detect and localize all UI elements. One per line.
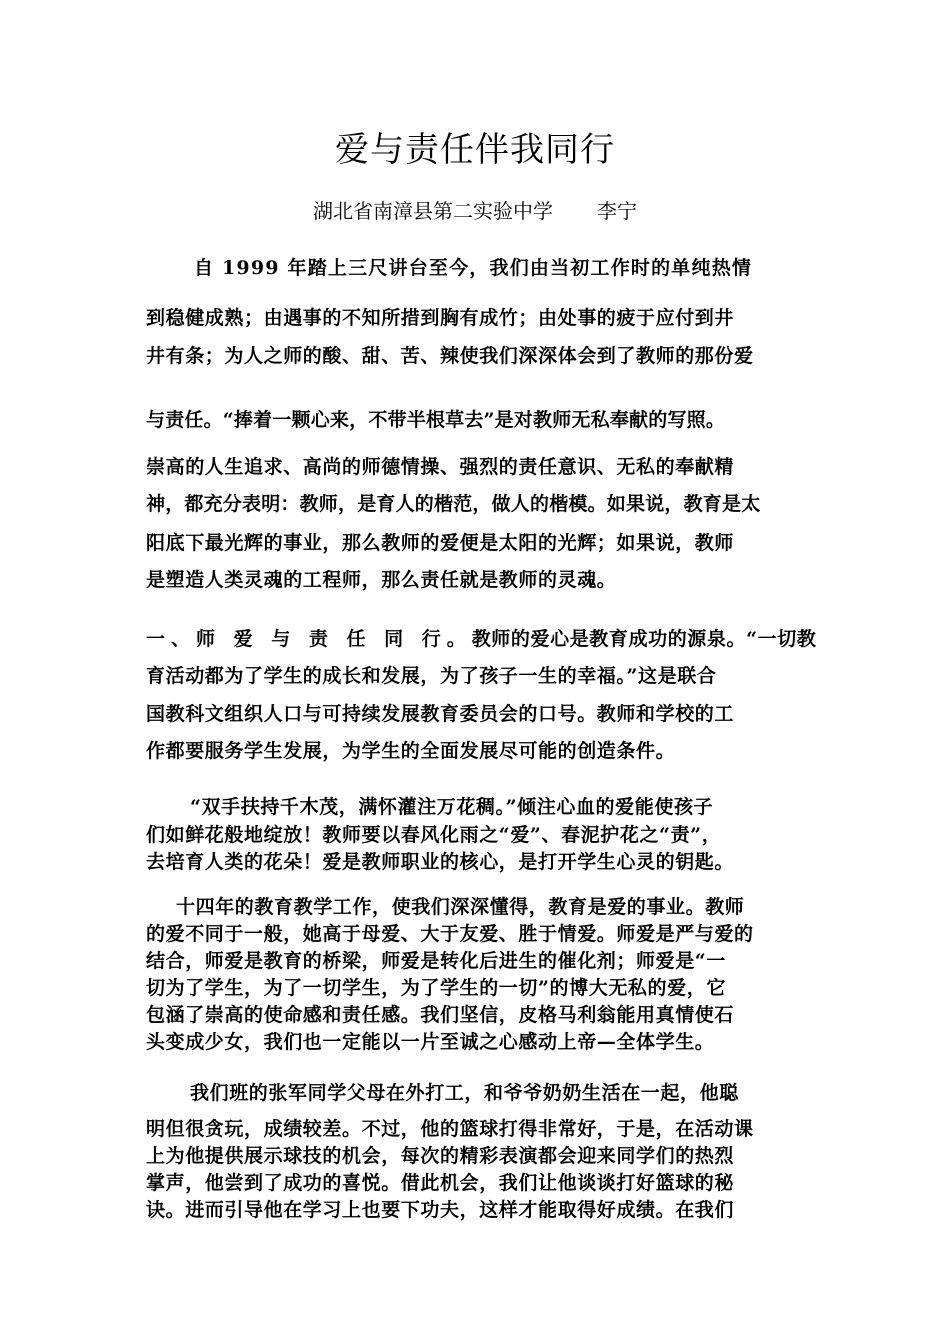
paragraph-1-line-5: 崇高的人生追求、高尚的师德情操、强烈的责任意识、无私的奉献精 bbox=[146, 456, 735, 478]
paragraph-4-line-2: 的爱不同于一般，她高于母爱、大于友爱、胜于情爱。师爱是严与爱的 bbox=[146, 923, 754, 945]
paragraph-3-line-2: 们如鲜花般地绽放！教师要以春风化雨之“爱”、春泥护花之“责”， bbox=[146, 824, 722, 846]
paragraph-1-line-4: 与责任。“捧着一颗心来，不带半根草去”是对教师无私奉献的写照。 bbox=[146, 409, 726, 431]
paragraph-2-line-4: 作都要服务学生发展，为学生的全面发展尽可能的创造条件。 bbox=[146, 740, 676, 762]
paragraph-2-line-2: 育活动都为了学生的成长和发展，为了孩子一生的幸福。”这是联合 bbox=[146, 665, 717, 687]
paragraph-1-line-3: 井有条；为人之师的酸、甜、苦、辣使我们深深体会到了教师的那份爱 bbox=[146, 345, 754, 367]
paragraph-3-line-1: “双手扶持千木茂，满怀灌注万花稠。”倾注心血的爱能使孩子 bbox=[190, 796, 714, 818]
paragraph-4-line-4: 切为了学生，为了一切学生，为了学生的一切”的博大无私的爱，它 bbox=[146, 977, 726, 999]
paragraph-5-line-1: 我们班的张军同学父母在外打工，和爷爷奶奶生活在一起，他聪 bbox=[190, 1082, 739, 1104]
paragraph-2-line-1-text: 教师的爱心是教育成功的源泉。“一切教 bbox=[471, 628, 817, 650]
paragraph-1-line-6: 神，都充分表明：教师，是育人的楷范，做人的楷模。如果说，教育是太 bbox=[146, 493, 761, 515]
author-name: 李宁 bbox=[597, 199, 637, 223]
paragraph-4-line-3: 结合，师爱是教育的桥梁，师爱是转化后进生的催化剂；师爱是“一 bbox=[146, 950, 726, 972]
paragraph-1-line-2: 到稳健成熟；由遇事的不知所措到胸有成竹；由处事的疲于应付到井 bbox=[146, 307, 735, 329]
paragraph-4-line-5: 包涵了崇高的使命感和责任感。我们坚信，皮格马利翁能用真情使石 bbox=[146, 1004, 735, 1026]
paragraph-1-line-7: 阳底下最光辉的事业，那么教师的爱便是太阳的光辉；如果说，教师 bbox=[146, 532, 735, 554]
section-heading: 一、师 爱 与 责 任 同 行。 bbox=[146, 628, 472, 650]
paragraph-3-line-3: 去培育人类的花朵！爱是教师职业的核心，是打开学生心灵的钥匙。 bbox=[146, 851, 735, 873]
paragraph-5-line-4: 掌声，他尝到了成功的喜悦。借此机会，我们让他谈谈打好篮球的秘 bbox=[146, 1172, 735, 1194]
paragraph-5-line-5: 诀。进而引导他在学习上也要下功夫，这样才能取得好成绩。在我们 bbox=[146, 1199, 735, 1221]
author-line bbox=[0, 196, 950, 226]
paragraph-2-line-3: 国教科文组织人口与可持续发展教育委员会的口号。教师和学校的工 bbox=[146, 703, 735, 725]
paragraph-1-line-8: 是塑造人类灵魂的工程师，那么责任就是教师的灵魂。 bbox=[146, 569, 617, 591]
paragraph-5-line-2: 明但很贪玩，成绩较差。不过，他的篮球打得非常好，于是，在活动课 bbox=[146, 1118, 754, 1140]
paragraph-4-line-6: 头变成少女，我们也一定能以一片至诚之心感动上帝—全体学生。 bbox=[146, 1031, 715, 1053]
paragraph-5-line-3: 上为他提供展示球技的机会，每次的精彩表演都会迎来同学们的热烈 bbox=[146, 1145, 735, 1167]
document-title: 爱与责任伴我同行 bbox=[335, 130, 615, 170]
paragraph-1-line-1: 自 1999 年踏上三尺讲台至今，我们由当初工作时的单纯热情 bbox=[194, 257, 753, 279]
paragraph-4-line-1: 十四年的教育教学工作，使我们深深懂得，教育是爱的事业。教师 bbox=[176, 896, 745, 918]
paragraph-2-line-1 bbox=[146, 624, 816, 654]
author-school: 湖北省南漳县第二实验中学 bbox=[313, 199, 553, 223]
